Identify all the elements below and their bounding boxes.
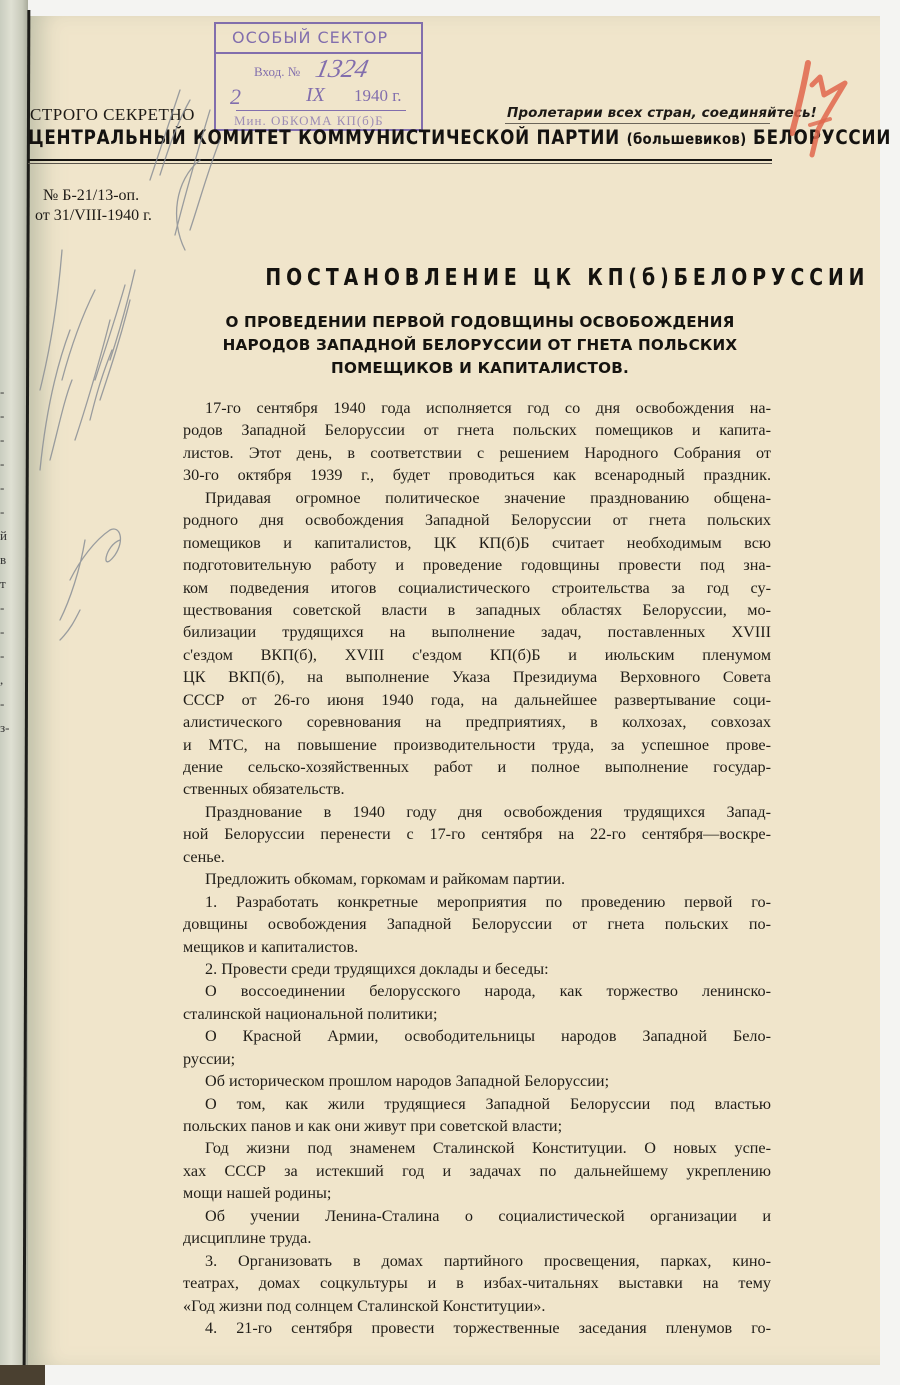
body-line: Празднование в 1940 году дня освобождения трудящихся Запад- <box>205 802 771 821</box>
body-line: ственных обязательств. <box>183 780 345 799</box>
stamp-month: IX <box>306 84 325 106</box>
edge-mark: з- <box>0 720 10 735</box>
body-line: ЦК ВКП(б), на выполнение Указа Президиума Верховного Совета <box>183 668 771 687</box>
body-line: О воссоединении белорусского народа, как торжество ленинско- <box>205 982 771 1001</box>
body-line: сенье. <box>183 847 225 866</box>
edge-mark: в <box>0 552 7 567</box>
body-line: хах СССР за истекший год и задачах по дальнейшему укреплению <box>183 1161 771 1180</box>
body-line: «Год жизни под солнцем Сталинской Конституции». <box>183 1296 546 1315</box>
edge-mark: - <box>0 624 5 639</box>
committee-main: ЦЕНТРАЛЬНЫЙ КОМИТЕТ КОММУНИСТИЧЕСКОЙ ПАРТИИ <box>28 126 620 149</box>
body-line: О Красной Армии, освободительницы народов Западной Бело- <box>205 1027 771 1046</box>
registration-stamp <box>214 22 423 131</box>
resolution-body <box>183 397 771 1339</box>
committee-end: БЕЛОРУССИИ <box>753 126 892 149</box>
body-line: 3. Организовать в домах партийного просвещения, парках, кино- <box>205 1251 771 1270</box>
edge-mark: - <box>0 432 5 447</box>
stamp-number: 1324 <box>313 54 372 83</box>
committee-paren: (большевиков) <box>626 130 747 148</box>
body-line: довщины освобождения Западной Белоруссии от гнета польских по- <box>183 915 771 934</box>
subtitle-line: НАРОДОВ ЗАПАДНОЙ БЕЛОРУССИИ ОТ ГНЕТА ПОЛЬСКИХ <box>222 336 738 354</box>
edge-mark: , <box>0 672 4 687</box>
motto: Пролетарии всех стран, соединяйтесь! <box>507 105 817 121</box>
body-line: мощи нашей родины; <box>183 1184 332 1203</box>
stamp-sector: ОСОБЫЙ СЕКТОР <box>232 28 389 47</box>
edge-mark: - <box>0 408 5 423</box>
body-line: мещиков и капиталистов. <box>183 937 359 956</box>
body-line: Об учении Ленина-Сталина о социалистической организации и <box>205 1206 771 1225</box>
edge-mark: - <box>0 456 5 471</box>
body-line: СССР от 26-го июня 1940 года, на дальнейшее развертывание соци- <box>183 690 771 709</box>
body-line: ществования советской власти в западных областях Белоруссии, мо- <box>183 600 771 619</box>
subtitle-line: ПОМЕЩИКОВ И КАПИТАЛИСТОВ. <box>331 359 629 377</box>
document-date: от 31/VIII-1940 г. <box>35 207 152 224</box>
edge-mark: - <box>0 480 5 495</box>
body-line: Предложить обкомам, горкомам и райкомам партии. <box>205 870 566 889</box>
edge-mark: - <box>0 648 5 663</box>
body-line: дение сельско-хозяйственных работ и полное выполнение государ- <box>183 758 771 776</box>
body-line: родного дня освобождения Западной Белоруссии от гнета польских <box>183 511 771 530</box>
committee-header <box>28 126 892 156</box>
body-line: ком подведения итогов социалистического строительства за год су- <box>183 578 771 597</box>
body-line: листов. Этот день, в соответствии с решением Народного Собрания от <box>183 443 771 462</box>
body-line: ной Белоруссии перенести с 17-го сентября на 22-го сентября—воскре- <box>183 825 771 844</box>
document-number: № Б-21/13-оп. <box>43 187 140 204</box>
body-line: сталинской национальной политики; <box>183 1004 438 1023</box>
resolution-subtitle <box>200 311 760 380</box>
motto-underline <box>505 123 770 124</box>
classification-label: СТРОГО СЕКРЕТНО <box>30 105 195 124</box>
body-line: билизации трудящихся на выполнение задач, поставленных XVIII <box>183 623 771 642</box>
header-rule-thin <box>28 163 772 164</box>
edge-mark: - <box>0 696 5 711</box>
body-line: с'ездом ВКП(б), XVIII с'ездом КП(б)Б и июльским пленумом <box>183 645 771 664</box>
binding-bottom-shadow <box>0 1365 45 1385</box>
body-line: руссии; <box>183 1049 236 1068</box>
adjacent-page-edge-marks <box>0 380 12 740</box>
edge-mark: т <box>0 576 6 591</box>
stamp-org: Мин. ОБКОМА КП(б)Б <box>234 113 384 128</box>
body-line: помещиков и капиталистов, ЦК КП(б)Б считает необходимым всю <box>183 533 771 552</box>
subtitle-line: О ПРОВЕДЕНИИ ПЕРВОЙ ГОДОВЩИНЫ ОСВОБОЖДЕНИЯ <box>225 313 735 331</box>
body-line: театрах, домах соцкультуры и в избах-читальнях выставки на тему <box>183 1274 771 1293</box>
body-line: Об историческом прошлом народов Западной Белоруссии; <box>205 1072 610 1091</box>
folio-number-handwritten <box>790 55 850 165</box>
body-line: подготовительную работу и проведение годовщины провести под зна- <box>183 556 771 575</box>
edge-mark: - <box>0 384 5 399</box>
edge-mark: - <box>0 504 5 519</box>
stamp-date-line <box>236 110 406 111</box>
body-line: и МТС, на повышение производительности труда, за успешное прове- <box>183 735 771 754</box>
header-rule-thick <box>28 159 772 161</box>
body-line: 2. Провести среди трудящихся доклады и беседы: <box>205 959 549 978</box>
body-line: 17-го сентября 1940 года исполняется год со дня освобождения на- <box>205 399 771 417</box>
body-line: алистического соревнования на предприятиях, в колхозах, совхозах <box>183 713 771 732</box>
stamp-year: 1940 г. <box>354 86 402 105</box>
stamp-incoming-label: Вход. № <box>254 64 301 79</box>
body-line: 4. 21-го сентября провести торжественные заседания пленумов го- <box>205 1318 771 1337</box>
body-line: Придавая огромное политическое значение празднованию общена- <box>205 488 771 507</box>
folio-stroke-2 <box>812 77 845 155</box>
body-line: Год жизни под знаменем Сталинской Конституции. О новых успе- <box>205 1139 771 1158</box>
body-line: польских панов и как они живут при советской власти; <box>183 1117 563 1135</box>
body-line: 30-го октября 1939 г., будет проводиться как всенародный праздник. <box>183 466 771 485</box>
stamp-day: 2 <box>230 84 241 109</box>
body-line: О том, как жили трудящиеся Западной Белоруссии под властью <box>205 1094 771 1113</box>
edge-mark: - <box>0 600 5 615</box>
body-line: 1. Разработать конкретные мероприятия по проведению первой го- <box>205 892 771 911</box>
folio-stroke-1 <box>792 63 808 133</box>
body-line: дисциплине труда. <box>183 1229 312 1248</box>
resolution-title: ПОСТАНОВЛЕНИЕ ЦК КП(б)БЕЛОРУССИИ <box>265 265 870 291</box>
edge-mark: й <box>0 528 7 543</box>
body-line: родов Западной Белоруссии от гнета польских помещиков и капита- <box>183 421 771 440</box>
